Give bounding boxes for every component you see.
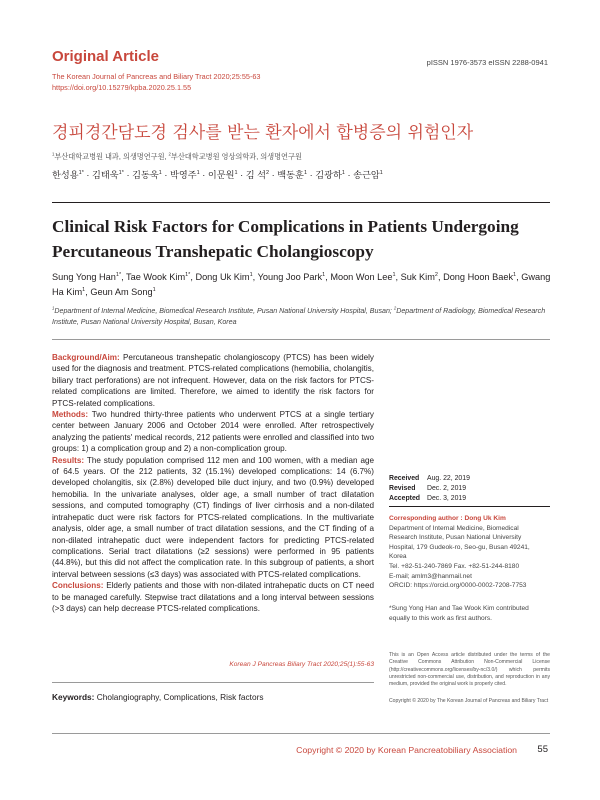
author-affiliation-mark: 1* — [118, 169, 124, 176]
korean-affiliations: $^1$부산대학교병원 내과, 의생명연구원, $^2$부산대학교병원 영상의학과, 의생명연구원 — [52, 151, 302, 161]
divider-sidebar — [389, 506, 550, 507]
author-name: 김 석 — [245, 170, 267, 180]
date-label: Received — [389, 475, 420, 482]
author-affiliation-mark: 1 — [158, 169, 162, 176]
results-text: The study population comprised 112 men and 100 women, with a median age of 64.5 years. Of the 212 patients, 32 (15.1%) developed complications: 14 (6.7%) developed cholangitis, six (2.8%) developed bile duct injury, and two (0.9%) developed hemobilia. In the univariate analyses, older age, a small number of tract dilatation sessions, and computed tomography (CT) findings of liver cirrhosis and a non-dilated intrahepatic duct were risk factors for PTCS-related complications. In the multivariate analysis, older age, a small number of tract dilatation sessions, and the CT finding of a non-dilated intrahepatic duct were independent factors for predicting PTCS-related complications. Serial tract dilatations (≥2 sessions) were performed in 95 patients (44.8%), but this did not affect the complication rate. In this subgroup of patients, a short interval between sessions (≤3 days) was associated with PTCS-related complications. — [52, 455, 374, 579]
english-title: Clinical Risk Factors for Complications in Patients Undergoing Percutaneous Transhepatic Cholangioscopy — [52, 217, 519, 261]
english-affiliation-1: Department of Internal Medicine, Biomedical Research Institute, Pusan National University Hospital, Busan; — [54, 307, 394, 315]
abstract-conclusions — [52, 580, 374, 614]
english-author — [330, 272, 395, 282]
author-name: 송근암 — [353, 170, 380, 180]
date-row — [389, 494, 550, 504]
author-name: Gwang Ha Kim — [52, 272, 551, 297]
author-affiliation-mark: 1 — [303, 169, 308, 176]
english-author — [126, 272, 190, 282]
korean-author — [353, 170, 383, 180]
author-name: 김동욱 — [132, 170, 159, 180]
author-affiliation-mark: 2 — [434, 271, 438, 278]
author-affiliation-mark: 1 — [152, 286, 156, 293]
korean-author — [132, 170, 162, 180]
date-row — [389, 474, 550, 484]
english-author — [90, 287, 155, 297]
license-text: This is an Open Access article distributed under the terms of the Creative Commons Attribution Non-Commercial License (http://creativecommons.org/licenses/by-nc/3.0/) which permits unrestricted non-commercial use, distribution, and reproduction in any medium, provided the original work is properly cited. — [389, 652, 550, 688]
author-affiliation-mark: 1* — [115, 271, 122, 278]
issn-info: pISSN 1976-3573 eISSN 2288-0941 — [426, 58, 548, 67]
corresponding-author — [389, 514, 550, 591]
abstract-results — [52, 455, 374, 580]
author-name: 김태욱 — [92, 170, 119, 180]
corresponding-line: E-mail; amlm3@hanmail.net — [389, 572, 472, 580]
author-name: Sung Yong Han — [52, 272, 116, 282]
author-affiliation-mark: 1 — [392, 271, 396, 278]
korean-author — [315, 170, 345, 180]
korean-author — [52, 170, 84, 180]
author-name: 한성용 — [52, 170, 79, 180]
abstract — [52, 352, 374, 614]
korean-author — [246, 170, 269, 180]
author-affiliation-mark: 1* — [185, 271, 191, 278]
abstract-background — [52, 352, 374, 409]
background-label: Background/Aim: — [52, 353, 120, 362]
author-affiliation-mark: 2 — [266, 169, 270, 176]
keywords-label: Keywords: — [52, 692, 95, 702]
results-label: Results: — [52, 455, 85, 465]
korean-affiliation-1: 부산대학교병원 내과, 의생명연구원, — [54, 152, 169, 161]
date-label: Revised — [389, 485, 416, 492]
corresponding-line: ORCID: https://orcid.org/0000-0002-7208-7753 — [389, 582, 527, 590]
korean-author — [208, 170, 238, 180]
corresponding-label: Corresponding author : Dong Uk Kim — [389, 515, 506, 522]
author-affiliation-mark: 1 — [249, 271, 253, 278]
article-type-label: Original Article — [52, 48, 159, 65]
korean-author — [170, 170, 200, 180]
english-author — [258, 272, 326, 282]
footer-copyright: Copyright © 2020 by Korean Pancreatobiliary Association — [296, 745, 517, 755]
author-affiliation-mark: 1 — [513, 271, 517, 278]
author-affiliation-mark: 1 — [341, 169, 345, 176]
date-value: Aug. 22, 2019 — [427, 475, 470, 482]
date-value: Dec. 2, 2019 — [427, 485, 467, 492]
article-dates — [389, 474, 550, 504]
author-affiliation-mark: 1 — [322, 271, 326, 278]
corresponding-line: Tel. +82-51-240-7869 Fax. +82-51-244-8180 — [389, 562, 520, 570]
author-name: 백동훈 — [277, 170, 304, 180]
korean-author — [277, 170, 307, 180]
english-author — [52, 272, 121, 282]
korean-author — [92, 170, 124, 180]
divider-top — [52, 202, 550, 203]
english-author — [443, 272, 516, 282]
date-value: Dec. 3, 2019 — [427, 495, 467, 502]
methods-text: Two hundred thirty-three patients who underwent PTCS at a single tertiary center between January 2006 and October 2014 were enrolled. After retrospectively analyzing the patients' medical records, 212 patients were enrolled and classified into two groups: 1) a complication group and 2) a non-complication group. — [52, 410, 374, 454]
korean-authors: 한성용$^{1*}$ · 김태욱$^{1*}$ · 김동욱$^1$ · 박영주$^1$ · 이문원$^1$ · 김 석$^2$ · 백동훈$^1$ · 김광하$^1$ · 송근암$^1$ — [52, 169, 383, 180]
abstract-citation: Korean J Pancreas Biliary Tract 2020;25(1):55-63 — [229, 661, 374, 668]
author-affiliation-mark: 1 — [379, 169, 383, 176]
abstract-methods — [52, 409, 374, 455]
korean-affiliation-2: 부산대학교병원 영상의학과, 의생명연구원 — [170, 152, 302, 161]
divider-keywords — [52, 682, 374, 683]
author-name: Tae Wook Kim — [126, 272, 186, 282]
methods-label: Methods: — [52, 410, 89, 420]
corresponding-line: Department of Internal Medicine, Biomedical — [389, 524, 519, 532]
english-author — [195, 272, 252, 282]
author-name: 김광하 — [315, 170, 342, 180]
journal-citation-header — [52, 71, 261, 93]
background-text: Percutaneous transhepatic cholangioscopy (PTCS) has been widely used for the diagnosis and treatment. PTCS-related complications (hemobilia, cholangitis, biliary tract perforations) are not infrequent. However, data on the risk factors for PTCS-related complications are limited. Therefore, we aimed to identify the risk factors for PTCS-related complications. — [52, 353, 375, 408]
author-name: Dong Hoon Baek — [443, 272, 514, 282]
conclusions-label: Conclusions: — [52, 581, 104, 591]
author-affiliation-mark: 1* — [78, 169, 84, 176]
corresponding-line: Hospital, 179 Gudeok-ro, Seo-gu, Busan 49241, — [389, 543, 530, 551]
english-affiliations: $^1$Department of Internal Medicine, Biomedical Research Institute, Pusan National University Hospital, Busan; $^2$Department of Radiology, Biomedical Research Institute, Pusan National University Hospital, Busan, Korea — [52, 305, 546, 326]
author-name: 이문원 — [207, 170, 235, 180]
author-affiliation-mark: 1 — [82, 286, 86, 293]
author-name: Moon Won Lee — [330, 272, 393, 282]
author-name: 박영주 — [169, 170, 197, 180]
journal-copyright: Copyright © 2020 by The Korean Journal of Pancreas and Biliary Tract — [389, 698, 549, 704]
korean-title: 경피경간담도경 검사를 받는 환자에서 합병증의 위험인자 — [52, 123, 474, 143]
author-affiliation-mark: 1 — [196, 169, 200, 176]
doi-link[interactable]: https://doi.org/10.15279/kpba.2020.25.1.55 — [52, 83, 192, 92]
author-name: Dong Uk Kim — [195, 272, 250, 282]
author-name: Suk Kim — [400, 272, 435, 282]
english-affiliation-2: Department of Radiology, Biomedical Research Institute, Pusan National University Hospital, Busan, Korea — [52, 307, 546, 326]
divider-affiliations — [52, 339, 550, 340]
contribution-note: *Sung Yong Han and Tae Wook Kim contributed equally to this work as first authors. — [389, 605, 529, 622]
author-name: Geun Am Song — [90, 287, 153, 297]
divider-footer — [52, 733, 550, 734]
keywords — [52, 692, 264, 702]
keywords-text: Cholangiography, Complications, Risk factors — [94, 692, 264, 702]
english-authors: Sung Yong Han$^{1*}$, Tae Wook Kim$^{1*}$, Dong Uk Kim$^1$, Young Joo Park$^1$, Moon Won Lee$^1$, Suk Kim$^2$, Dong Hoon Baek$^1$, Gwang Ha Kim$^1$, Geun Am Song$^1$ — [52, 271, 551, 297]
author-name: Young Joo Park — [257, 272, 323, 282]
corresponding-line: Korea — [389, 553, 407, 561]
journal-line: The Korean Journal of Pancreas and Biliary Tract 2020;25:55-63 — [52, 72, 261, 81]
date-label: Accepted — [389, 495, 421, 502]
corresponding-line: Research Institute, Pusan National University — [389, 534, 522, 542]
author-affiliation-mark: 1 — [234, 169, 238, 176]
conclusions-text: Elderly patients and those with non-dilated intrahepatic ducts on CT need to be managed carefully. Stepwise tract dilatations and a long interval between sessions (>3 days) can help decrease PTCS-related complications. — [52, 581, 374, 613]
page-number: 55 — [537, 744, 548, 755]
date-row — [389, 484, 550, 494]
english-author — [401, 272, 438, 282]
